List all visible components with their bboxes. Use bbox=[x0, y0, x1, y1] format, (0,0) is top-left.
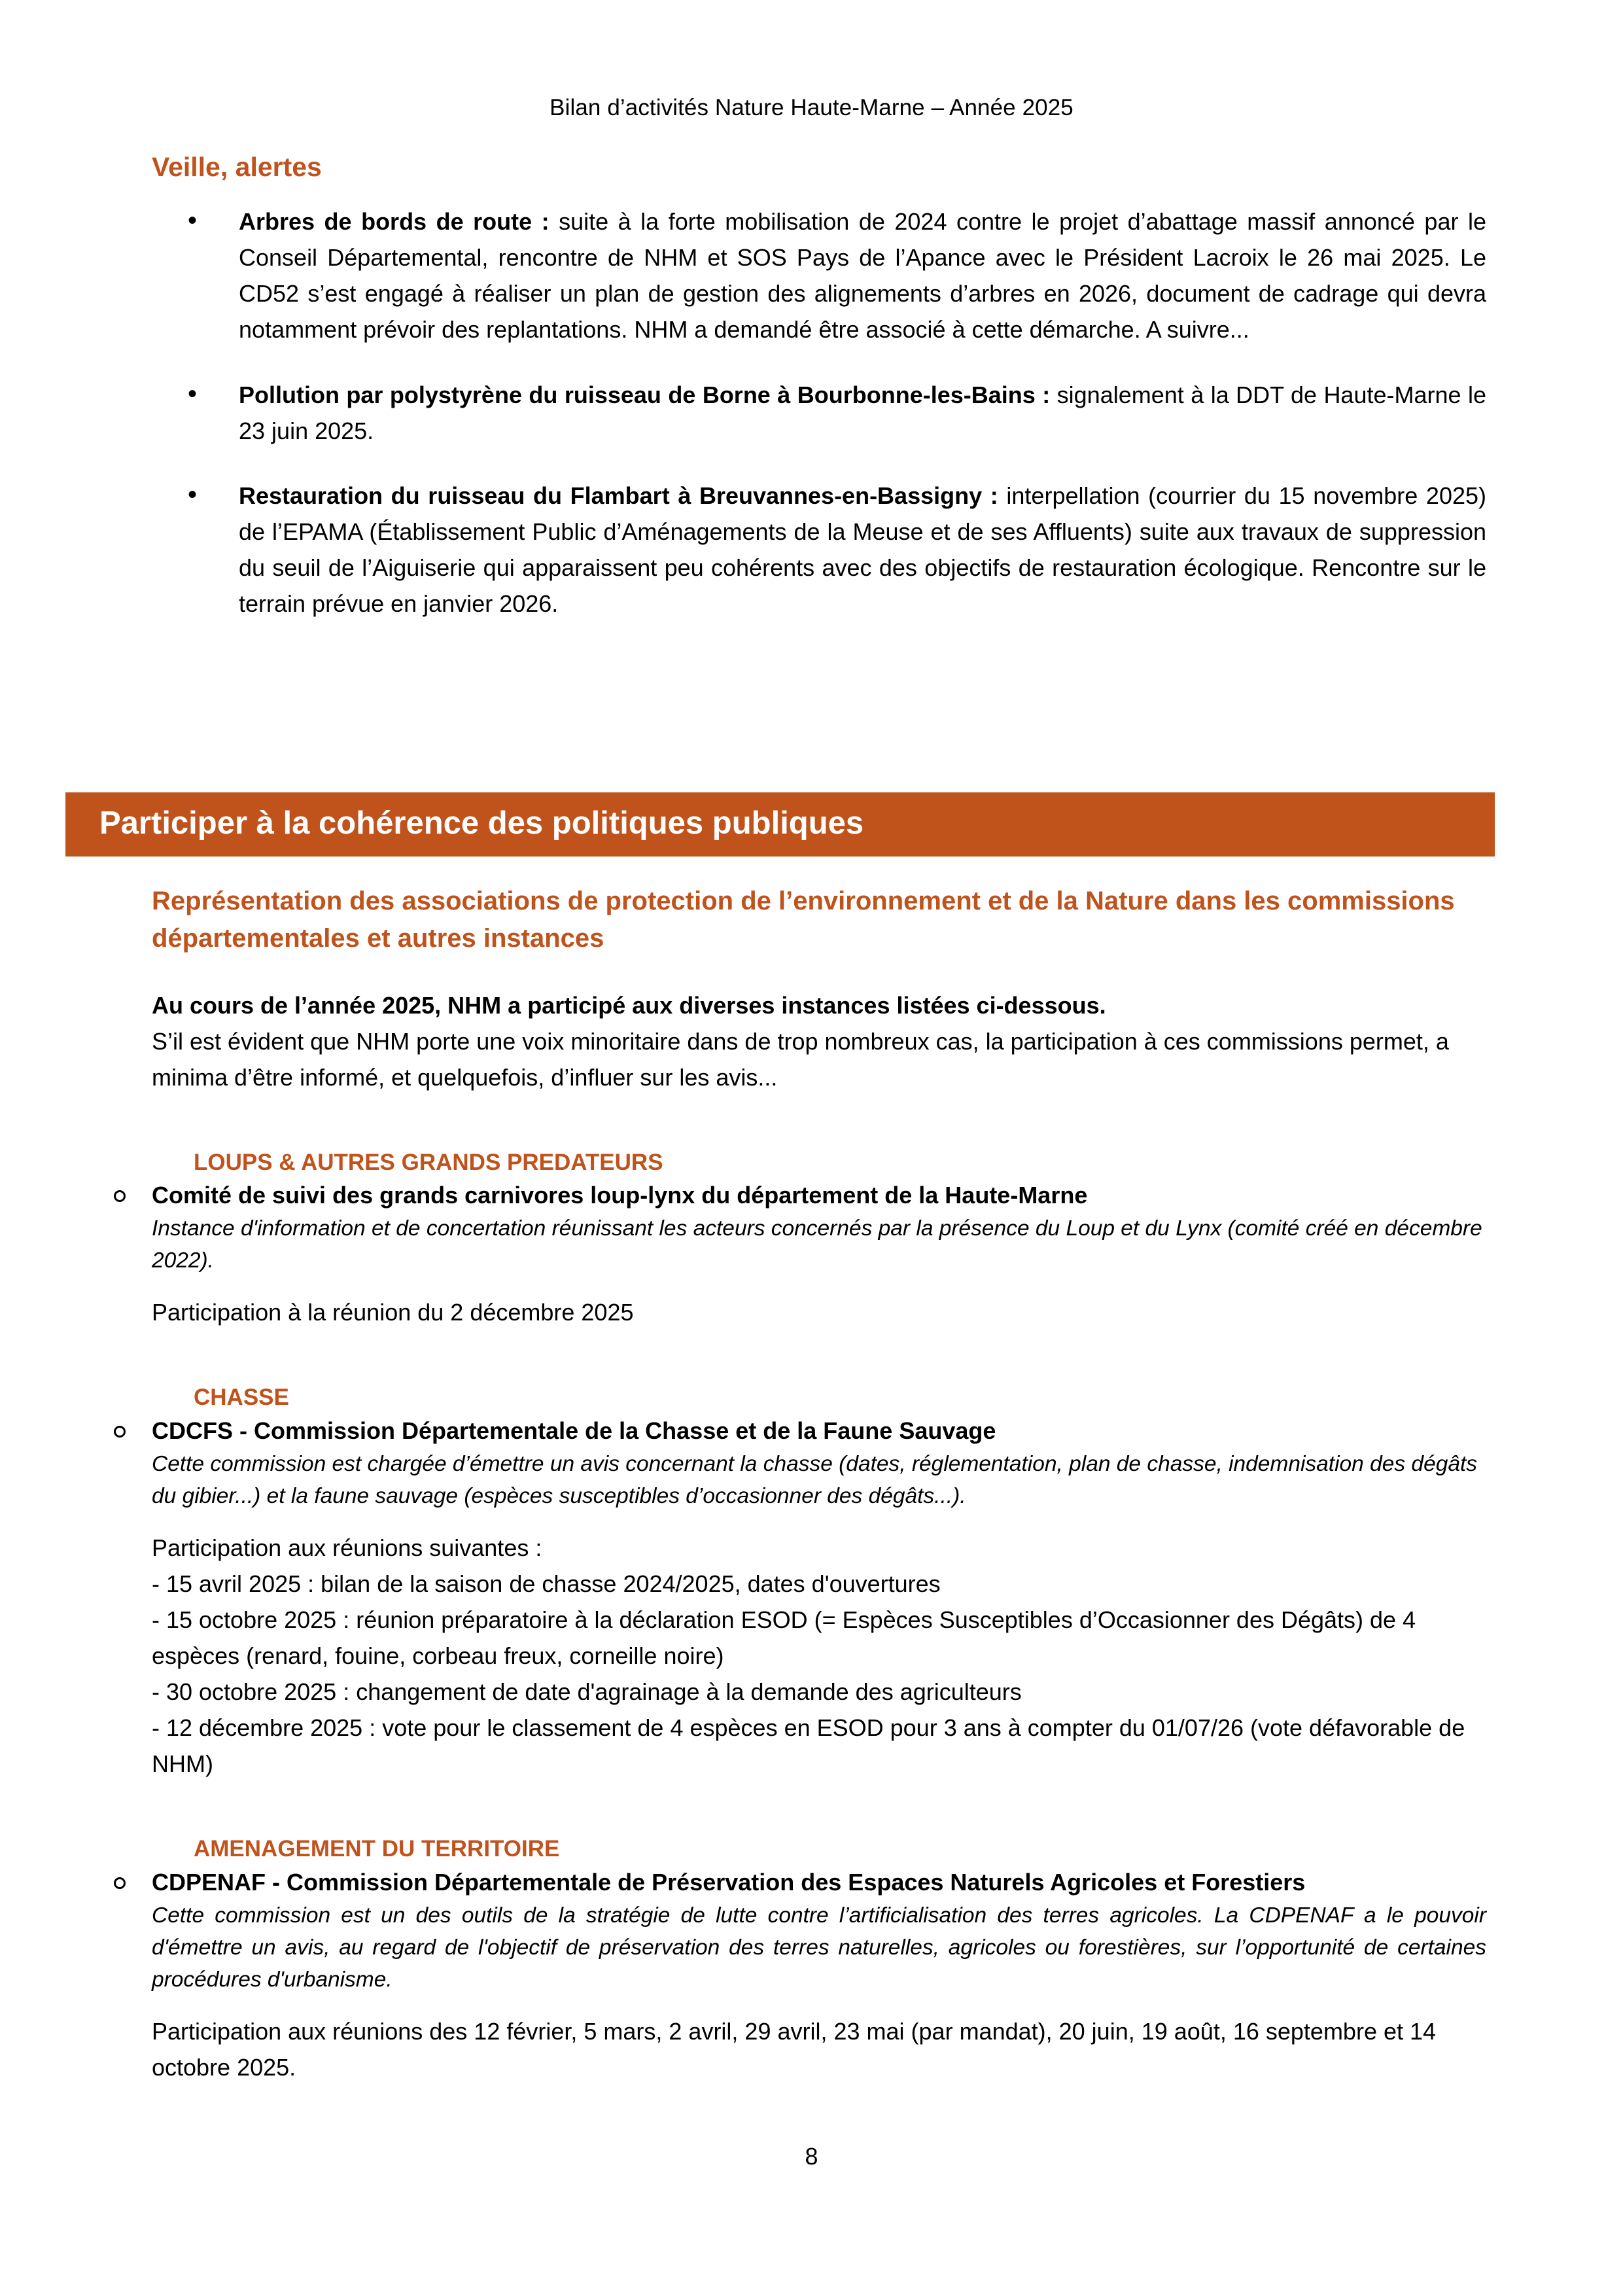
page-number: 8 bbox=[805, 2143, 818, 2170]
participation-line: - 12 décembre 2025 : vote pour le classement de 4 espèces en ESOD pour 3 ans à compter du 01/07/26 (vote défavorable de NHM) bbox=[152, 1714, 1465, 1778]
bullet-paragraph bbox=[239, 203, 1486, 347]
bullet-lead: Pollution par polystyrène du ruisseau de Borne à Bourbonne-les-Bains : bbox=[239, 381, 1051, 408]
heading-veille-alertes: Veille, alertes bbox=[152, 152, 322, 182]
category-label-loups: LOUPS & AUTRES GRANDS PREDATEURS bbox=[194, 1149, 663, 1175]
bullet-paragraph bbox=[239, 478, 1486, 622]
representation-section bbox=[152, 883, 1486, 2085]
instance-entry-loups bbox=[110, 1177, 1486, 1330]
instance-title: CDCFS - Commission Départementale de la Chasse et de la Faune Sauvage bbox=[152, 1417, 996, 1444]
category-label-chasse: CHASSE bbox=[194, 1385, 289, 1411]
instance-entry-cdpenaf bbox=[110, 1864, 1486, 2085]
participation-line: - 15 octobre 2025 : réunion préparatoire à la déclaration ESOD (= Espèces Susceptibles d’Occasionner des Dégâts) de 4 espèces (renard, fouine, corbeau freux, corneille noire) bbox=[152, 1606, 1416, 1669]
instance-description: Cette commission est un des outils de la stratégie de lutte contre l’artificialisation des terres agricoles. La CDPENAF a le pouvoir d'émettre un avis, au regard de l'objectif de préservation des terres naturelles, agricoles ou forestières, sur l’opportunité de certaines procédures d'urbanisme. bbox=[152, 1903, 1486, 1992]
participation-line: - 15 avril 2025 : bilan de la saison de chasse 2024/2025, dates d'ouvertures bbox=[152, 1570, 941, 1597]
section-band-wrapper bbox=[65, 792, 1495, 857]
instance-description: Cette commission est chargée d’émettre un avis concernant la chasse (dates, réglementation, plan de chasse, indemnisation des dégâts du gibier...) et la faune sauvage (espèces susceptibles d’occasionner des dégâts...). bbox=[152, 1451, 1478, 1508]
bullet-lead: Restauration du ruisseau du Flambart à Breuvannes-en-Bassigny : bbox=[239, 482, 998, 509]
list-item bbox=[152, 377, 1486, 449]
instance-participation: Participation à la réunion du 2 décembre 2025 bbox=[152, 1299, 634, 1326]
intro-bold-line: Au cours de l’année 2025, NHM a participé aux diverses instances listées ci-dessous. bbox=[152, 991, 1106, 1019]
instance-entry-cdcfs bbox=[110, 1413, 1486, 1782]
bullet-paragraph bbox=[239, 377, 1486, 449]
bullet-lead: Arbres de bords de route : bbox=[239, 208, 550, 236]
instance-description: Instance d'information et de concertation réunissant les acteurs concernés par la présence du Loup et du Lynx (comité créé en décembre 2022). bbox=[152, 1216, 1482, 1273]
bullet-body: interpellation (courrier du 15 novembre 2025) de l’EPAMA (Établissement Public d’Aménagements de la Meuse et de ses Affluents) suite aux travaux de suppression du seuil de l’Aiguiserie qui apparaissent peu cohérents avec des objectifs de restauration écologique. Rencontre sur le terrain prévue en janvier 2026. bbox=[239, 482, 1487, 617]
section-band-title: Participer à la cohérence des politiques publiques bbox=[65, 792, 1495, 857]
bullet-body: suite à la forte mobilisation de 2024 contre le projet d’abattage massif annoncé par le Conseil Départemental, rencontre de NHM et SOS Pays de l’Apance avec le Président Lacroix le 26 mai 2025. Le CD52 s’est engagé à réaliser un plan de gestion des alignements d’arbres en 2026, document de cadrage qui devra notamment prévoir des replantations. NHM a demandé être associé à cette démarche. A suivre... bbox=[239, 208, 1486, 344]
instance-participation: Participation aux réunions des 12 février, 5 mars, 2 avril, 29 avril, 23 mai (par mandat), 20 juin, 19 août, 16 septembre et 14 octobre 2025. bbox=[152, 2017, 1437, 2081]
list-item bbox=[152, 203, 1486, 347]
list-item bbox=[152, 478, 1486, 622]
category-label-amenagement: AMENAGEMENT DU TERRITOIRE bbox=[194, 1836, 560, 1862]
instance-title: Comité de suivi des grands carnivores loup-lynx du département de la Haute-Marne bbox=[152, 1182, 1088, 1209]
page-content bbox=[152, 150, 1486, 622]
participation-intro: Participation aux réunions suivantes : bbox=[152, 1534, 542, 1561]
bullet-body: signalement à la DDT de Haute-Marne le 23 juin 2025. bbox=[239, 381, 1486, 444]
veille-bullet-list bbox=[152, 203, 1486, 622]
running-header: Bilan d’activités Nature Haute-Marne – Année 2025 bbox=[550, 95, 1073, 120]
intro-paragraph: S’il est évident que NHM porte une voix minoritaire dans de trop nombreux cas, la participation à ces commissions permet, a minima d’être informé, et quelquefois, d’influer sur les avis... bbox=[152, 1027, 1449, 1091]
participation-line: - 30 octobre 2025 : changement de date d'agrainage à la demande des agriculteurs bbox=[152, 1678, 1022, 1705]
heading-representation: Représentation des associations de protection de l’environnement et de la Nature dans les commissions départementales et autres instances bbox=[152, 887, 1455, 953]
instance-title: CDPENAF - Commission Départementale de Préservation des Espaces Naturels Agricoles et Forestiers bbox=[152, 1868, 1306, 1896]
